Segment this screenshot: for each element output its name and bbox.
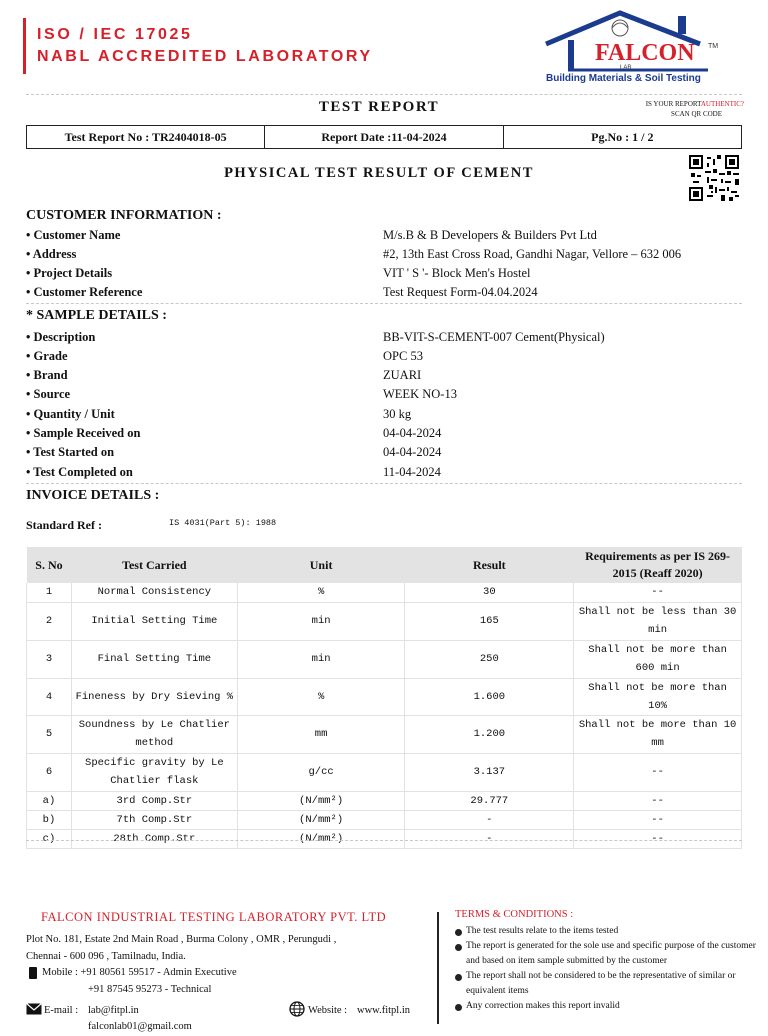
terms-item: The report shall not be considered to be the representative of similar or equivalent items bbox=[455, 969, 760, 999]
info-row bbox=[26, 366, 746, 385]
info-label: • Source bbox=[26, 387, 71, 401]
report-title: TEST REPORT bbox=[318, 99, 440, 115]
email-2[interactable]: falconlab01@gmail.com bbox=[88, 1021, 192, 1032]
info-value: 04-04-2024 bbox=[383, 426, 442, 440]
cell-result: 165 bbox=[405, 602, 574, 640]
accreditation-iso: ISO / IEC 17025 bbox=[37, 26, 193, 43]
info-row bbox=[26, 264, 746, 283]
cell-sno: b) bbox=[27, 810, 72, 829]
info-row bbox=[26, 347, 746, 366]
cell-sno: 4 bbox=[27, 678, 72, 715]
page-number: Pg.No : 1 / 2 bbox=[503, 126, 741, 148]
table-row bbox=[27, 678, 742, 715]
cell-sno: 2 bbox=[27, 602, 72, 640]
info-value: 04-04-2024 bbox=[383, 445, 442, 459]
table-row bbox=[27, 640, 742, 678]
report-header-box bbox=[26, 125, 742, 149]
accreditation-nabl: NABL ACCREDITED LABORATORY bbox=[37, 48, 373, 65]
info-row bbox=[26, 443, 746, 462]
logo-tagline: Building Materials & Soil Testing bbox=[546, 73, 701, 84]
table-row bbox=[27, 829, 742, 848]
info-value: 11-04-2024 bbox=[383, 465, 441, 479]
info-row bbox=[26, 424, 746, 443]
website-label: Website : bbox=[308, 1005, 348, 1016]
divider bbox=[26, 483, 742, 484]
cell-unit: min bbox=[237, 640, 405, 678]
mobile-number-1: +91 80561 59517 - Admin Executive bbox=[80, 967, 237, 978]
info-row bbox=[26, 405, 746, 424]
auth-note bbox=[600, 99, 744, 119]
col-header-result: Result bbox=[405, 547, 574, 583]
report-number: Test Report No : TR2404018-05 bbox=[64, 130, 227, 144]
col-header-unit: Unit bbox=[237, 547, 405, 583]
footer-contact bbox=[26, 932, 426, 1036]
website-link[interactable]: www.fitpl.in bbox=[357, 1005, 410, 1016]
info-label: • Quantity / Unit bbox=[26, 407, 115, 421]
cell-unit: (N/mm²) bbox=[237, 791, 405, 810]
divider bbox=[26, 840, 742, 841]
info-row bbox=[26, 283, 746, 302]
footer-address-line: Plot No. 181, Estate 2nd Main Road , Burma Colony , OMR , Perungudi , bbox=[26, 934, 337, 945]
info-row bbox=[26, 463, 746, 482]
table-row bbox=[27, 753, 742, 791]
mobile-label: Mobile : bbox=[42, 967, 78, 978]
table-header-row bbox=[27, 547, 742, 583]
table-row bbox=[27, 715, 742, 753]
cell-sno: 5 bbox=[27, 715, 72, 753]
standard-ref-label: Standard Ref : bbox=[26, 518, 103, 532]
cell-requirement: Shall not be more than 10 mm bbox=[574, 715, 742, 753]
terms-list bbox=[455, 924, 760, 1014]
cell-requirement: Shall not be more than 600 min bbox=[574, 640, 742, 678]
divider bbox=[26, 303, 742, 304]
info-label: • Test Completed on bbox=[26, 465, 133, 479]
info-label: • Sample Received on bbox=[26, 426, 141, 440]
cell-unit: g/cc bbox=[237, 753, 405, 791]
cell-unit: mm bbox=[237, 715, 405, 753]
info-label: • Customer Reference bbox=[26, 285, 143, 299]
cell-sno: 1 bbox=[27, 583, 72, 602]
mobile-icon bbox=[29, 967, 37, 979]
footer-company-name: FALCON INDUSTRIAL TESTING LABORATORY PVT. LTD bbox=[41, 910, 387, 924]
mail-icon bbox=[26, 1003, 42, 1022]
header-red-bar bbox=[23, 18, 26, 74]
accreditation-block bbox=[37, 24, 373, 68]
cell-sno: 3 bbox=[27, 640, 72, 678]
cell-result: 1.200 bbox=[405, 715, 574, 753]
info-row bbox=[26, 328, 746, 347]
cell-requirement: -- bbox=[574, 753, 742, 791]
info-label: • Description bbox=[26, 330, 96, 344]
cell-requirement: Shall not be less than 30 min bbox=[574, 602, 742, 640]
results-table bbox=[26, 547, 742, 849]
cell-requirement: -- bbox=[574, 791, 742, 810]
cell-requirement: -- bbox=[574, 829, 742, 848]
cell-result: 30 bbox=[405, 583, 574, 602]
cell-test: 28th Comp.Str bbox=[71, 829, 237, 848]
col-header-requirements: Requirements as per IS 269-2015 (Reaff 2020) bbox=[574, 547, 742, 583]
cell-sno: c) bbox=[27, 829, 72, 848]
cell-test: Final Setting Time bbox=[71, 640, 237, 678]
info-value: Test Request Form-04.04.2024 bbox=[383, 285, 538, 299]
report-date: Report Date :11-04-2024 bbox=[264, 126, 502, 148]
cell-test: Initial Setting Time bbox=[71, 602, 237, 640]
cell-sno: a) bbox=[27, 791, 72, 810]
cell-requirement: Shall not be more than 10% bbox=[574, 678, 742, 715]
info-value: VIT ' S '- Block Men's Hostel bbox=[383, 266, 531, 280]
col-header-sno: S. No bbox=[27, 547, 72, 583]
cell-result: - bbox=[405, 810, 574, 829]
info-label: • Grade bbox=[26, 349, 68, 363]
info-value: ZUARI bbox=[383, 368, 422, 382]
info-value: #2, 13th East Cross Road, Gandhi Nagar, Vellore – 632 006 bbox=[383, 247, 682, 261]
logo-house-icon bbox=[540, 8, 750, 72]
col-header-test: Test Carried bbox=[71, 547, 237, 583]
terms-item: The test results relate to the items tested bbox=[455, 924, 760, 939]
info-label: • Customer Name bbox=[26, 228, 121, 242]
info-value: M/s.B & B Developers & Builders Pvt Ltd bbox=[383, 228, 597, 242]
cell-unit: % bbox=[237, 583, 405, 602]
info-label: • Project Details bbox=[26, 266, 113, 280]
cell-result: 29.777 bbox=[405, 791, 574, 810]
info-value: 30 kg bbox=[383, 407, 412, 421]
cell-result: 1.600 bbox=[405, 678, 574, 715]
sample-heading: * SAMPLE DETAILS : bbox=[26, 308, 167, 323]
table-row bbox=[27, 791, 742, 810]
terms-item: Any correction makes this report invalid bbox=[455, 999, 760, 1014]
info-value: WEEK NO-13 bbox=[383, 387, 457, 401]
table-row bbox=[27, 583, 742, 602]
logo-tm: TM bbox=[708, 43, 719, 50]
cell-result: - bbox=[405, 829, 574, 848]
terms-heading: TERMS & CONDITIONS : bbox=[455, 909, 574, 920]
cell-result: 250 bbox=[405, 640, 574, 678]
info-row bbox=[26, 245, 746, 264]
auth-scan: SCAN QR CODE bbox=[671, 110, 722, 118]
terms-item: The report is generated for the sole use and specific purpose of the customer and based on item sample submitted by the customer bbox=[455, 939, 760, 969]
table-row bbox=[27, 602, 742, 640]
falcon-logo bbox=[540, 8, 750, 88]
customer-heading: CUSTOMER INFORMATION : bbox=[26, 208, 222, 223]
cell-unit: min bbox=[237, 602, 405, 640]
info-label: • Address bbox=[26, 247, 77, 261]
cell-result: 3.137 bbox=[405, 753, 574, 791]
cell-test: 7th Comp.Str bbox=[71, 810, 237, 829]
email-1[interactable]: lab@fitpl.in bbox=[88, 1005, 139, 1016]
cell-requirement: -- bbox=[574, 810, 742, 829]
mobile-number-2: +91 87545 95273 - Technical bbox=[88, 983, 212, 995]
cell-sno: 6 bbox=[27, 753, 72, 791]
main-title: PHYSICAL TEST RESULT OF CEMENT bbox=[224, 165, 534, 181]
standard-ref-value: IS 4031(Part 5): 1988 bbox=[169, 518, 277, 528]
invoice-heading: INVOICE DETAILS : bbox=[26, 488, 160, 503]
footer-divider bbox=[437, 912, 439, 1024]
cell-test: Fineness by Dry Sieving % bbox=[71, 678, 237, 715]
divider bbox=[26, 94, 742, 95]
cell-test: Soundness by Le Chatlier method bbox=[71, 715, 237, 753]
info-row bbox=[26, 385, 746, 404]
email-label: E-mail : bbox=[44, 1005, 79, 1016]
info-row bbox=[26, 226, 746, 245]
info-label: • Brand bbox=[26, 368, 68, 382]
logo-sub-text: LAB bbox=[620, 65, 632, 71]
footer-address-line: Chennai - 600 096 , Tamilnadu, India. bbox=[26, 950, 186, 962]
cell-unit: % bbox=[237, 678, 405, 715]
cell-unit: (N/mm²) bbox=[237, 810, 405, 829]
info-label: • Test Started on bbox=[26, 445, 115, 459]
cell-requirement: -- bbox=[574, 583, 742, 602]
globe-icon bbox=[289, 1001, 305, 1024]
cell-test: 3rd Comp.Str bbox=[71, 791, 237, 810]
cell-test: Specific gravity by Le Chatlier flask bbox=[71, 753, 237, 791]
cell-test: Normal Consistency bbox=[71, 583, 237, 602]
cell-unit: (N/mm²) bbox=[237, 829, 405, 848]
logo-text: FALCON bbox=[595, 40, 695, 66]
table-row bbox=[27, 810, 742, 829]
auth-word: AUTHENTIC? bbox=[700, 100, 744, 108]
info-value: BB-VIT-S-CEMENT-007 Cement(Physical) bbox=[383, 330, 605, 344]
info-value: OPC 53 bbox=[383, 349, 423, 363]
auth-prefix: IS YOUR REPORT bbox=[645, 100, 701, 108]
